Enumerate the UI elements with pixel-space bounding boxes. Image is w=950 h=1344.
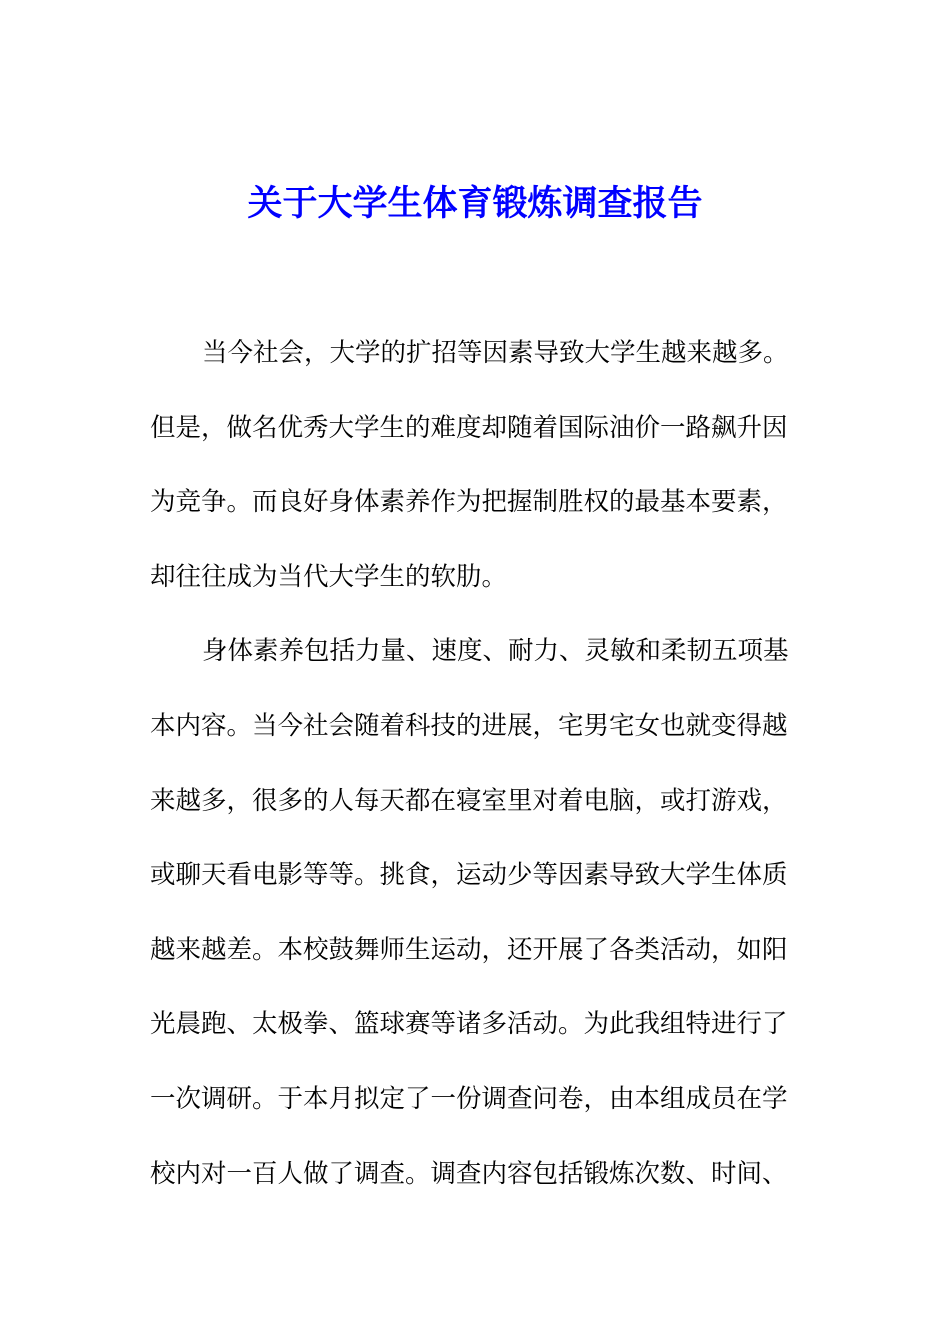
paragraph-2-line-3: 来越多，很多的人每天都在寝室里对着电脑，或打游戏， xyxy=(150,785,788,816)
paragraph-1-line-3: 为竞争。而良好身体素养作为把握制胜权的最基本要素， xyxy=(150,487,788,518)
paragraph-2-line-4: 或聊天看电影等等。挑食，运动少等因素导致大学生体质 xyxy=(150,860,788,891)
paragraph-1-line-1: 当今社会，大学的扩招等因素导致大学生越来越多。 xyxy=(202,338,789,368)
paragraph-1-line-4: 却往往成为当代大学生的软肋。 xyxy=(150,561,508,592)
paragraph-2 xyxy=(150,625,800,1222)
paragraph-1 xyxy=(150,327,800,625)
document-title: 关于大学生体育锻炼调查报告 xyxy=(247,183,703,224)
paragraph-2-line-5: 越来越差。本校鼓舞师生运动，还开展了各类活动，如阳 xyxy=(150,934,788,965)
paragraph-2-line-6: 光晨跑、太极拳、篮球赛等诸多活动。为此我组特进行了 xyxy=(150,1009,788,1040)
paragraph-2-line-1: 身体素养包括力量、速度、耐力、灵敏和柔韧五项基 xyxy=(202,636,789,667)
paragraph-1-line-2: 但是，做名优秀大学生的难度却随着国际油价一路飙升因 xyxy=(150,412,788,443)
paragraph-2-line-8: 校内对一百人做了调查。调查内容包括锻炼次数、时间、 xyxy=(150,1158,788,1189)
document-body xyxy=(150,327,800,1222)
paragraph-2-line-7: 一次调研。于本月拟定了一份调查问卷，由本组成员在学 xyxy=(150,1083,788,1114)
paragraph-2-line-2: 本内容。当今社会随着科技的进展，宅男宅女也就变得越 xyxy=(150,710,788,741)
